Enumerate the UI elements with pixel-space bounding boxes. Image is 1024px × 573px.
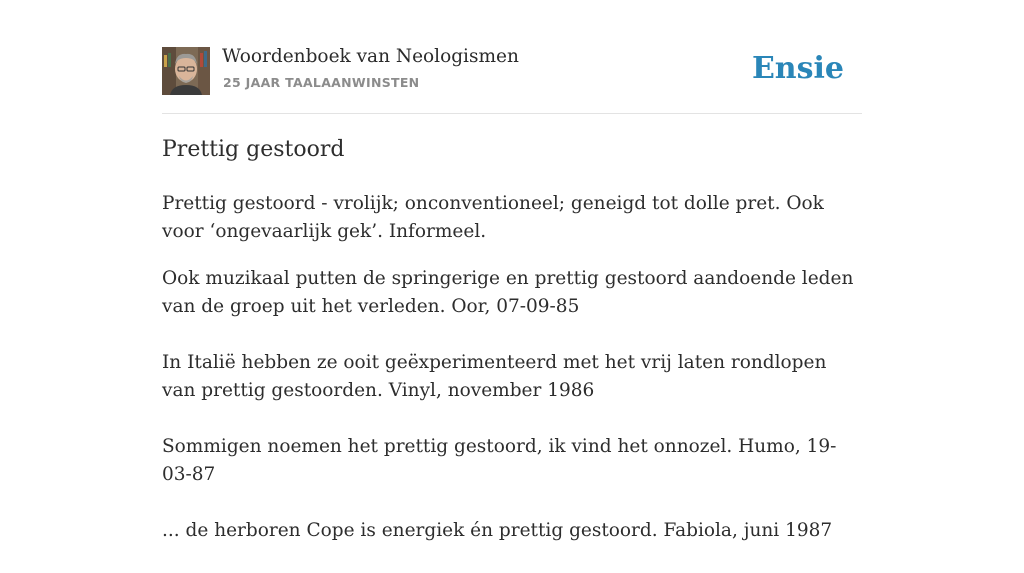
author-portrait-image <box>162 47 210 95</box>
citation-item: Ook muzikaal putten de springerige en prettig gestoord aandoende leden van de groep uit het verleden. Oor, 07-09-85 <box>162 268 854 317</box>
page-title: Prettig gestoord <box>162 137 345 162</box>
citation-item: Sommigen noemen het prettig gestoord, ik vind het onnozel. Humo, 19-03-87 <box>162 436 837 485</box>
site-header <box>162 0 862 114</box>
site-title[interactable]: Woordenboek van Neologismen <box>222 46 519 67</box>
page-container <box>162 0 862 541</box>
avatar[interactable] <box>162 47 210 95</box>
brand-logo[interactable]: Ensie <box>751 51 844 86</box>
citation-list <box>162 265 862 573</box>
site-subtitle: 25 JAAR TAALAANWINSTEN <box>223 75 420 90</box>
citation-item: ... de herboren Cope is energiek én prettig gestoord. Fabiola, juni 1987 <box>162 520 833 541</box>
citation-item: In Italië hebben ze ooit geëxperimenteerd met het vrij laten rondlopen van prettig gestoorden. Vinyl, november 1986 <box>162 352 827 401</box>
definition-text: Prettig gestoord - vrolijk; onconventioneel; geneigd tot dolle pret. Ook voor ‘ongevaarlijk gek’. Informeel. <box>162 193 824 242</box>
